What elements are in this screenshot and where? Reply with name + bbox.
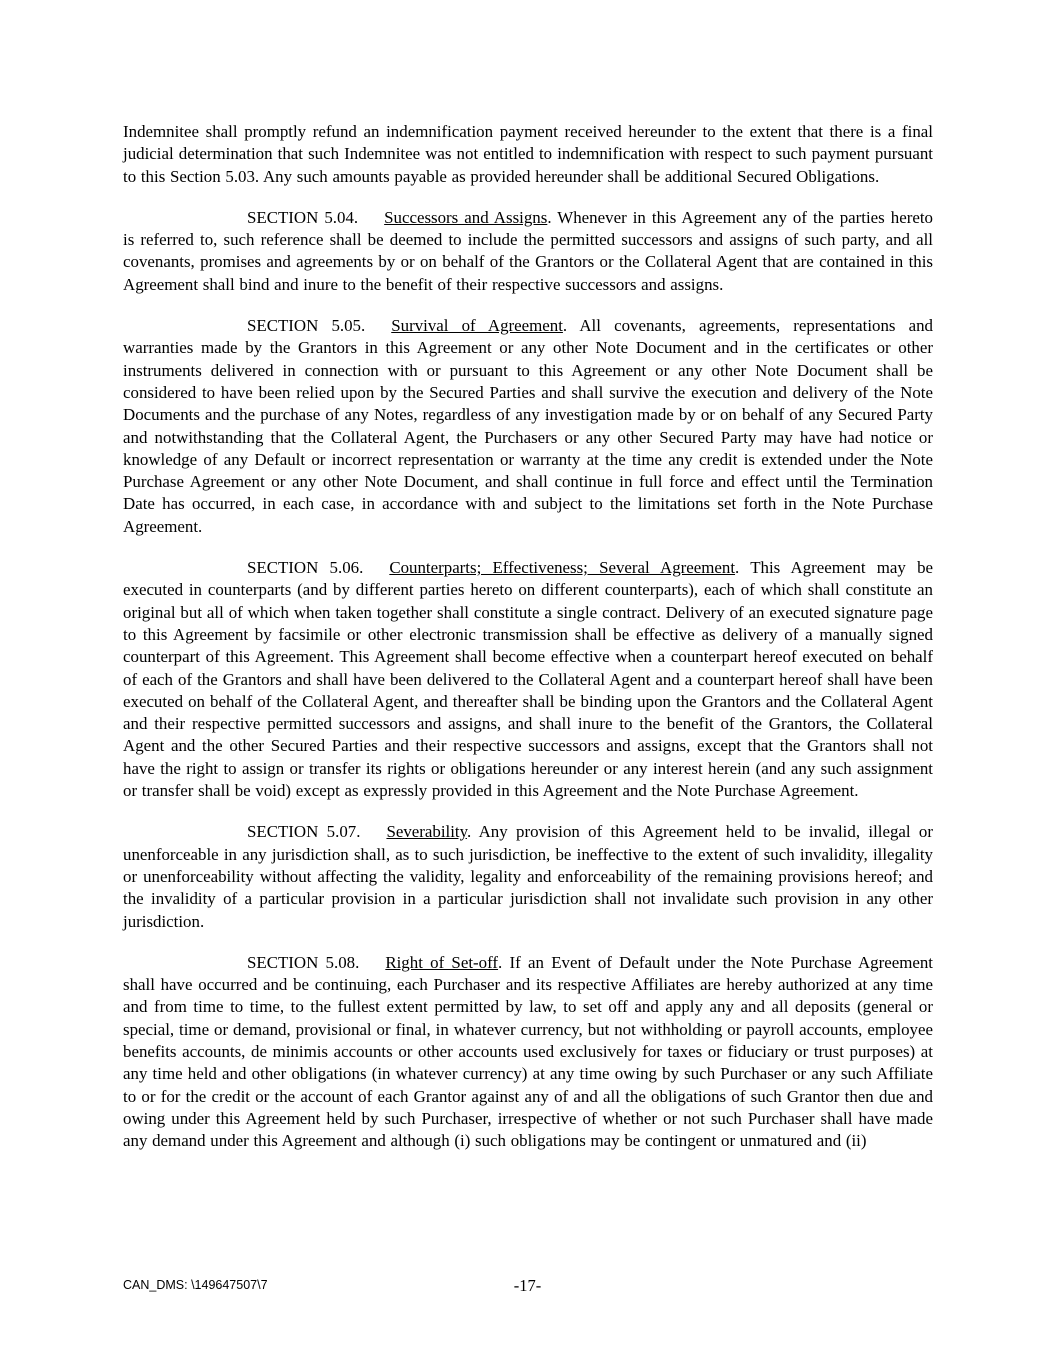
paragraph-text: This Agreement may be executed in counterparts (and by different parties hereto on different counterparts), each of which shall constitute an original but all of which when taken together shall constitute a single contract. Delivery of an executed signature page to this Agreement by facsimile or other electronic transmission shall be effective as delivery of a manually signed counterpart of this Agreement. This Agreement shall become effective when a counterpart hereof executed on behalf of each of the Grantors and shall have been delivered to the Collateral Agent and a counterpart hereof shall have been executed on behalf of the Collateral Agent, and thereafter shall be binding upon the Grantors and the Collateral Agent and their respective permitted successors and assigns, and shall inure to the benefit of the Grantors, the Collateral Agent and the other Secured Parties and their respective successors and assigns, except that the Grantors shall not have the right to assign or transfer its rights or obligations hereunder or any interest herein (and any such assignment or transfer shall be void) except as expressly provided in this Agreement and the Note Purchase Agreement. <box>123 558 934 801</box>
section-5-05-paragraph <box>123 315 933 538</box>
section-label: SECTION 5.06. <box>247 558 364 578</box>
section-5-07-paragraph <box>123 821 933 932</box>
document-id: CAN_DMS: \149647507\7 <box>123 1278 268 1292</box>
section-title: Right of Set-off <box>385 952 499 972</box>
paragraph-text: Indemnitee shall promptly refund an indemnification payment received hereunder to the extent that there is a final judicial determination that such Indemnitee was not entitled to indemnification with respect to such payment pursuant to this Section 5.03. Any such amounts payable as provided hereunder shall be additional Secured Obligations. <box>123 122 933 186</box>
section-title: Survival of Agreement <box>391 316 563 336</box>
section-title: Successors and Assigns <box>384 207 548 227</box>
section-title-period: . <box>562 316 568 336</box>
section-title-period: . <box>735 558 740 578</box>
section-label: SECTION 5.05. <box>247 316 366 336</box>
section-title-period: . <box>466 822 472 842</box>
paragraph-continuation <box>123 121 933 188</box>
paragraph-text: If an Event of Default under the Note Purchase Agreement shall have occurred and be continuing, each Purchaser and its respective Affiliates are hereby authorized at any time and from time to time, to the fullest extent permitted by law, to set off and apply any and all deposits (general or special, time or demand, provisional or final, in whatever currency, but not withholding or payroll accounts, employee benefits accounts, de minimis accounts or other accounts used exclusively for taxes or fiduciary or trust purposes) at any time held and other obligations (in whatever currency) at any time owing by such Purchaser or any such Affiliate to or for the credit or the account of each Grantor against any of and all the obligations of such Grantor then due and owing under this Agreement held by such Purchaser, irrespective of whether or not such Purchaser shall have made any demand under this Agreement and although (i) such obligations may be contingent or unmatured and (ii) <box>123 952 934 1151</box>
document-body <box>123 121 933 1171</box>
section-label: SECTION 5.04. <box>247 207 359 227</box>
section-title: Counterparts; Effectiveness; Several Agreement <box>389 558 736 578</box>
paragraph-text: Whenever in this Agreement any of the parties hereto is referred to, such reference shall be deemed to include the permitted successors and assigns of such party, and all covenants, promises and agreements by or on behalf of the Grantors or the Collateral Agent that are contained in this Agreement shall bind and inure to the benefit of their respective successors and assigns. <box>123 207 933 294</box>
section-label: SECTION 5.07. <box>247 822 361 842</box>
paragraph-text: Any provision of this Agreement held to be invalid, illegal or unenforceable in any jurisdiction shall, as to such jurisdiction, be ineffective to the extent of such invalidity, illegality or unenforceability without affecting the validity, legality and enforceability of the remaining provisions hereof; and the invalidity of a particular provision in a particular jurisdiction shall not invalidate such provision in any other jurisdiction. <box>123 822 933 931</box>
paragraph-text: All covenants, agreements, representations and warranties made by the Grantors in this Agreement or any other Note Document and in the certificates or other instruments delivered in connection with or pursuant to this Agreement or any other Note Document shall be considered to have been relied upon by the Secured Parties and shall survive the execution and delivery of the Note Documents and the purchase of any Notes, regardless of any investigation made by or on behalf of any Secured Party and notwithstanding that the Collateral Agent, the Purchasers or any other Secured Party may have had notice or knowledge of any Default or incorrect representation or warranty at the time any credit is extended under the Note Purchase Agreement or any other Note Document, and shall continue in full force and effect until the Termination Date has occurred, in each case, in accordance with and subject to the limitations set forth in the Note Purchase Agreement. <box>123 316 933 536</box>
section-title-period: . <box>547 207 552 227</box>
page-number: -17- <box>513 1276 542 1295</box>
section-title-period: . <box>498 952 503 972</box>
page-footer <box>0 1272 1055 1302</box>
section-title: Severability <box>386 822 467 842</box>
section-label: SECTION 5.08. <box>247 952 360 972</box>
section-5-04-paragraph <box>123 207 933 296</box>
section-5-08-paragraph <box>123 952 933 1153</box>
section-5-06-paragraph <box>123 557 933 802</box>
